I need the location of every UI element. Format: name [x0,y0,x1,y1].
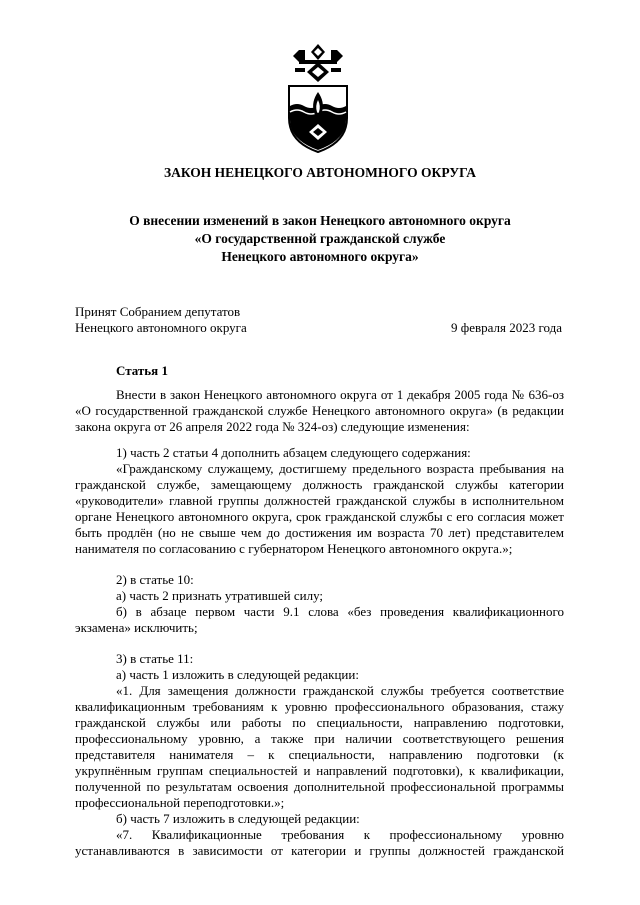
subtitle-line: О внесении изменений в закон Ненецкого автономного округа [129,213,511,228]
adoption-line: Ненецкого автономного округа [75,320,247,335]
adoption-date: 9 февраля 2023 года [451,320,562,335]
item-1-heading: 1) часть 2 статьи 4 дополнить абзацем следующего содержания: [116,445,471,460]
subtitle-line: «О государственной гражданской службе [194,231,446,246]
adoption-line: Принят Собранием депутатов [75,304,241,319]
item-2-a: а) часть 2 признать утратившей силу; [116,588,324,603]
law-title: ЗАКОН НЕНЕЦКОГО АВТОНОМНОГО ОКРУГА [163,165,477,180]
item-3-b: б) часть 7 изложить в следующей редакции: [116,811,360,826]
law-subtitle [0,212,640,266]
item-2-heading: 2) в статье 10: [116,572,194,587]
item-3-a: а) часть 1 изложить в следующей редакции: [116,667,359,682]
item-2-b: б) в абзаце первом части 9.1 слова «без проведения квалификационного экзамена» исключить; [75,604,564,635]
item-3-b-text: «7. Квалификационные требования к профессиональному уровню устанавливаются в зависимости от категории и группы должностей гражданской [75,827,564,858]
item-3-heading: 3) в статье 11: [116,651,194,666]
article-body [75,387,564,859]
item-1-text: «Гражданскому служащему, достигшему предельного возраста пребывания на гражданской службе, замещающему должность гражданской службы категории «руководители» главной группы должностей гражданской службы в исполнительном органе Ненецкого автономного округа, срок гражданской службы с его согласия может быть продлён (но не свыше чем до достижения им возраста 70 лет) представителем нанимателя по согласованию с губернатором Ненецкого автономного округа.»; [75,461,564,556]
item-3-a-text: «1. Для замещения должности гражданской службы требуется соответствие квалификационным требованиям к уровню профессионального образования, стажу гражданской службы или работы по специальности, направлению подготовки, профессиональному уровню, а также при наличии соответствующего решения представителя нанимателя – к специальности, направлению подготовки (к укрупнённым группам специальностей и направлений подготовки), к квалификации, полученной по результатам освоения дополнительной профессиональной программы профессиональной переподготовки.»; [75,683,564,810]
intro-paragraph: Внести в закон Ненецкого автономного округа от 1 декабря 2005 года № 636-оз «О государственной гражданской службе Ненецкого автономного округа» (в редакции закона округа от 26 апреля 2022 года № 324-оз) следующие изменения: [75,387,564,434]
article-heading: Статья 1 [116,363,168,378]
subtitle-line: Ненецкого автономного округа» [221,249,419,264]
adoption-info [75,304,375,336]
coat-of-arms-emblem [285,42,351,154]
